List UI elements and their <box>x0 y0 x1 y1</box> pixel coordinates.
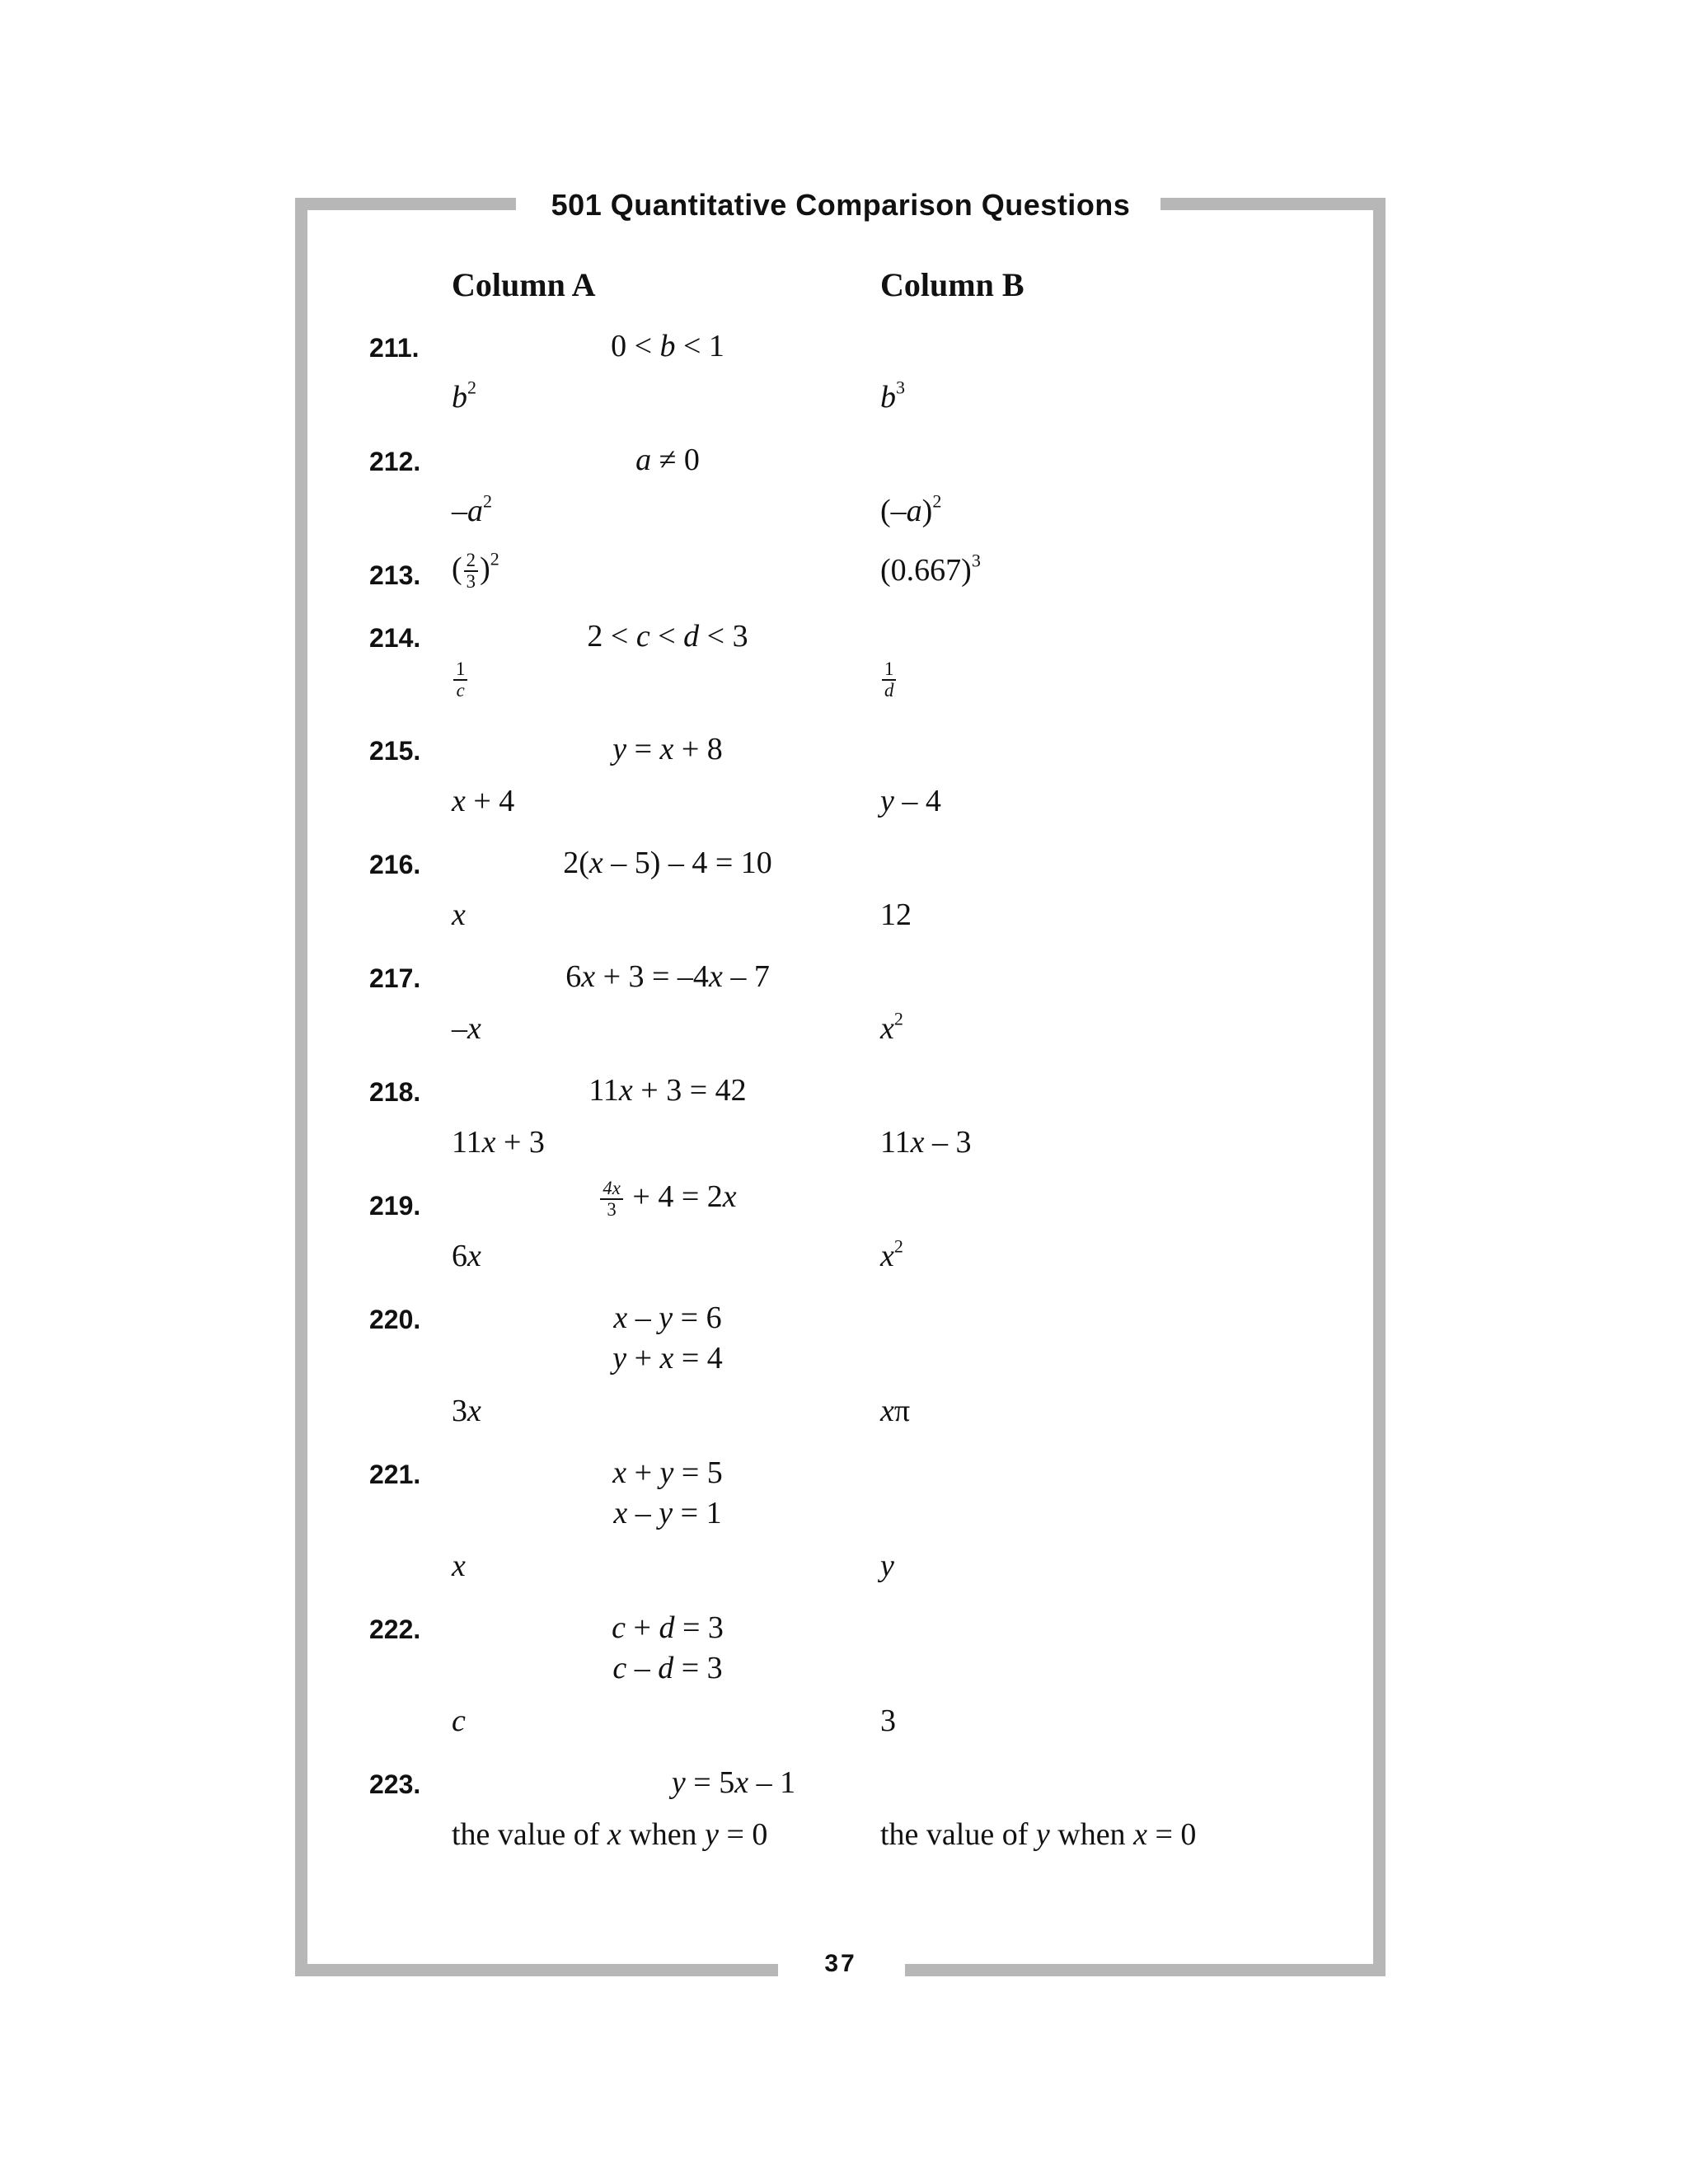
page-title: 501 Quantitative Comparison Questions <box>551 188 1131 222</box>
question-number: 215. <box>369 736 421 766</box>
fraction: $\frac{4x}{3}$ <box>600 1179 623 1220</box>
given-equation-2: y + x = 4 <box>612 1341 723 1376</box>
column-a-value: the value of x when y = 0 <box>452 1817 768 1852</box>
given-equation-1: x + y = 5 <box>612 1455 723 1490</box>
question-number: 216. <box>369 850 421 879</box>
question-number: 217. <box>369 963 421 993</box>
frame-top-left <box>295 198 516 210</box>
question-number: 221. <box>369 1460 421 1489</box>
frame-left <box>295 198 307 1976</box>
column-a-value: ( $\frac{2}{3}$ )$^2$ <box>452 548 499 593</box>
given-condition: y = 5x – 1 <box>671 1765 796 1800</box>
question-number: 218. <box>369 1077 421 1107</box>
column-a-value: x <box>452 1549 466 1583</box>
column-a-value: $b^2$ <box>452 377 477 415</box>
column-b-heading: Column B <box>880 266 1025 303</box>
column-b-value: $(0.667)^3$ <box>880 550 981 588</box>
given-condition: y = x + 8 <box>612 732 723 766</box>
given-condition: 0 < b < 1 <box>611 329 724 363</box>
frame-bottom-left <box>295 1964 778 1976</box>
question-number: 219. <box>369 1191 421 1221</box>
column-b-value: 11x – 3 <box>880 1125 972 1160</box>
frame-right <box>1373 198 1386 1976</box>
column-b-value <box>880 659 898 701</box>
column-a-value: x <box>452 898 466 932</box>
fraction: $\frac{1}{c}$ <box>453 659 467 701</box>
given-equation-2: c – d = 3 <box>612 1651 723 1685</box>
column-a-value: 11x + 3 <box>452 1125 545 1160</box>
question-number: 212. <box>369 447 421 476</box>
column-a-value: x + 4 <box>452 784 515 818</box>
column-b-value: y – 4 <box>880 784 941 818</box>
column-b-value: $x^2$ <box>880 1008 903 1046</box>
given-condition: 11x + 3 = 42 <box>588 1073 747 1108</box>
column-b-value: 3 <box>880 1704 896 1738</box>
question-number: 223. <box>369 1769 421 1799</box>
column-b-value: $b^3$ <box>880 377 906 415</box>
frame-top-right <box>1160 198 1386 210</box>
given-condition: 2(x – 5) – 4 = 10 <box>563 846 772 880</box>
column-b-value: $x^2$ <box>880 1235 903 1273</box>
page-number: 37 <box>824 1950 857 1977</box>
given-condition: 2 < c < d < 3 <box>587 619 748 654</box>
question-number: 222. <box>369 1615 421 1644</box>
column-b-value: 12 <box>880 898 912 932</box>
column-b-value: the value of y when x = 0 <box>880 1817 1197 1852</box>
fraction: $\frac{1}{d}$ <box>882 659 896 701</box>
given-equation-1: c + d = 3 <box>612 1610 724 1645</box>
given-condition: $\frac{4x}{3}$ + 4 = 2x <box>532 1179 804 1220</box>
column-a-value: c <box>452 1704 466 1738</box>
column-b-value: y <box>880 1549 894 1583</box>
fraction: $\frac{2}{3}$ <box>464 551 478 592</box>
question-number: 213. <box>369 560 421 590</box>
column-a-value: 6x <box>452 1239 481 1273</box>
question-number: 220. <box>369 1305 421 1334</box>
column-b-value: $(-a)^2$ <box>880 490 942 528</box>
column-a-value <box>452 659 469 701</box>
column-b-value: xπ <box>880 1394 911 1428</box>
frame-bottom-right <box>905 1964 1386 1976</box>
column-a-heading: Column A <box>452 266 596 303</box>
given-equation-1: x – y = 6 <box>613 1301 722 1335</box>
given-condition: a ≠ 0 <box>635 443 700 477</box>
column-a-value: 3x <box>452 1394 481 1428</box>
column-a-value: –x <box>452 1011 481 1046</box>
question-number: 214. <box>369 623 421 653</box>
given-condition: 6x + 3 = –4x – 7 <box>565 959 770 994</box>
given-equation-2: x – y = 1 <box>613 1496 722 1530</box>
column-a-value: $-a^2$ <box>452 490 493 528</box>
question-number: 211. <box>369 333 420 363</box>
